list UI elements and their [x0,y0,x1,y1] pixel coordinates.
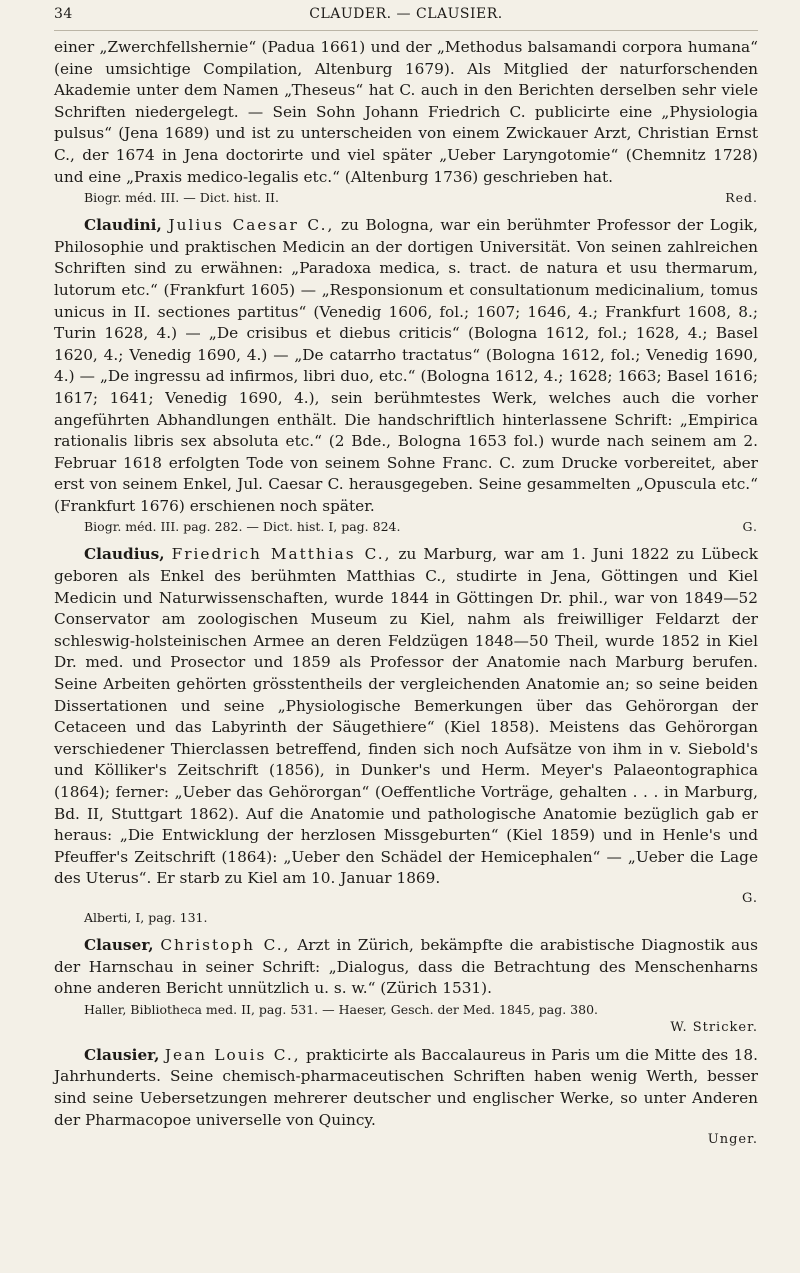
entry-author: W. Stricker. [670,1019,758,1035]
entry-author: G. [742,519,758,535]
entry-headword: Claudini, [84,216,162,235]
source-line [54,517,758,536]
entry-name: Friedrich Matthias C., [171,545,392,564]
page-body [54,37,758,1149]
entry-name: Julius Caesar C., [168,216,335,235]
entry-paragraph [54,935,758,1000]
entry-author: Unger. [707,1132,758,1148]
page-number: 34 [54,6,73,22]
intro-text: einer „Zwerchfellshernie“ (Padua 1661) und der „Methodus balsamandi corpora humana“ (eine umsichtige Compilation, Altenburg 1679). Als Mitglied der naturforschenden Akademie unter dem Namen „Theseus“ hat C. auch in den Berichten derselben sehr viele Schriften niedergelegt. — Sein Sohn Johann Friedrich C. publicirte eine „Physiologia pulsus“ (Jena 1689) und ist zu unterscheiden von einem Zwickauer Arzt, Christian Ernst C., der 1674 in Jena doctorirte und viel später „Ueber Laryngotomie“ (Chemnitz 1728) und eine „Praxis medico-legalis etc.“ (Altenburg 1736) geschrieben hat. [54,38,758,186]
entry-claudini [54,215,758,536]
entry-author: G. [741,890,758,906]
entry-text: zu Marburg, war am 1. Juni 1822 zu Lübeck geboren als Enkel des berühmten Matthias C., studirte in Jena, Göttingen und Kiel Medicin und Naturwissenschaften, wurde 1844 in Göttingen Dr. phil., war von 1849—52 Conservator am zoologischen Museum zu Kiel, nahm als freiwilliger Feldarzt der schleswig-holsteinischen Armee an deren Feldzügen 1848—50 Theil, wurde 1852 in Kiel Dr. med. und Prosector und 1859 als Professor der Anatomie nach Marburg berufen. Seine Arbeiten gehörten grösstentheils der vergleichenden Anatomie an; so seine beiden Dissertationen und seine „Physiologische Bemerkungen über das Gehörorgan der Cetaceen und das Labyrinth der Säugethiere“ (Kiel 1858). Meistens das Gehörorgan verschiedener Thierclassen betreffend, finden sich noch Aufsätze von ihm in v. Siebold's und Kölliker's Zeitschrift (1856), in Dunker's und Herm. Meyer's Palaeontographica (1864); ferner: „Ueber das Gehörorgan“ (Oeffentliche Vorträge, gehalten . . . in Marburg, Bd. II, Stuttgart 1862). Auf die Anatomie und pathologische Anatomie bezüglich gab er heraus: „Die Entwicklung der herzlosen Missgeburten“ (Kiel 1859) und in Henle's und Pfeuffer's Zeitschrift (1864): „Ueber den Schädel der Hemicephalen“ — „Ueber die Lage des Uterus“. Er starb zu Kiel am 10. Januar 1869. [54,545,758,888]
entry-text: Arzt in Zürich, bekämpfte die arabistische Diagnostik aus der Harnschau in seiner Schrift: „Dialogus, dass die Betrachtung des Menschenharns ohne anderen Bericht unnützlich u. s. w.“ (Zürich 1531). [54,935,758,998]
source-citation: Biogr. méd. III. pag. 282. — Dict. hist. I, pag. 824. [84,519,401,535]
entry-name: Christoph C., [160,935,291,954]
running-header [54,0,758,31]
entry-paragraph [54,544,758,890]
entry-claudius [54,544,758,927]
entry-paragraph [54,215,758,517]
entry-text: zu Bologna, war ein berühmter Professor der Logik, Philosophie und praktischen Medicin an der dortigen Universität. Von seinen zahlreichen Schriften sind zu erwähnen: „Paradoxa medica, s. tract. de natura et usu thermarum, lutorum etc.“ (Frankfurt 1605) — „Responsionum et consultationum medicinalium, tomus unicus in II. sectiones partitus“ (Venedig 1606, fol.; 1607; 1646, 4.; Frankfurt 1608, 8.; Turin 1628, 4.) — „De crisibus et diebus criticis“ (Bologna 1612, fol.; 1628, 4.; Basel 1620, 4.; Venedig 1690, 4.) — „De catarrho tractatus“ (Bologna 1612, fol.; Venedig 1690, 4.) — „De ingressu ad infirmos, libri duo, etc.“ (Bologna 1612, 4.; 1628; 1663; Basel 1616; 1617; 1641; Venedig 1690, 4.), sein berühmtestes Werk, welches auch die vorher angeführten Abhandlungen enthält. Die handschriftlich hinterlassene Schrift: „Empirica rationalis libris sex absoluta etc.“ (2 Bde., Bologna 1653 fol.) wurde nach seinem am 2. Februar 1618 erfolgten Tode von seinem Sohne Franc. C. zum Drucke vorbereitet, aber erst von seinem Enkel, Jul. Caesar C. herausgegeben. Seine gesammelten „Opuscula etc.“ (Frankfurt 1676) erschienen noch später. [54,216,758,515]
source-line [54,188,758,207]
source-citation: Biogr. méd. III. — Dict. hist. II. [84,190,279,206]
source-citation: Haller, Bibliotheca med. II, pag. 531. — Haeser, Gesch. der Med. 1845, pag. 380. [84,1001,598,1017]
source-citation: Alberti, I, pag. 131. [84,909,208,925]
entry-clauser [54,935,758,1037]
entry-text: prakticirte als Baccalaureus in Paris um die Mitte des 18. Jahrhunderts. Seine chemisch-pharmaceutischen Schriften haben wenig Werth, besser sind seine Uebersetzungen mehrerer deutscher und englischer Werke, so unter Anderen der Pharmacopoe universelle von Quincy. [54,1045,758,1129]
entry-paragraph [54,1045,758,1131]
entry-author: Red. [725,190,758,206]
intro-continuation [54,37,758,207]
source-line [54,1000,758,1019]
entry-name: Jean Louis C., [164,1045,301,1064]
entry-clausier [54,1045,758,1149]
header-title: CLAUDER. — CLAUSIER. [309,6,503,22]
entry-headword: Claudius, [84,545,165,564]
entry-headword: Clauser, [84,935,154,954]
source-line [54,908,758,927]
entry-headword: Clausier, [84,1045,160,1064]
